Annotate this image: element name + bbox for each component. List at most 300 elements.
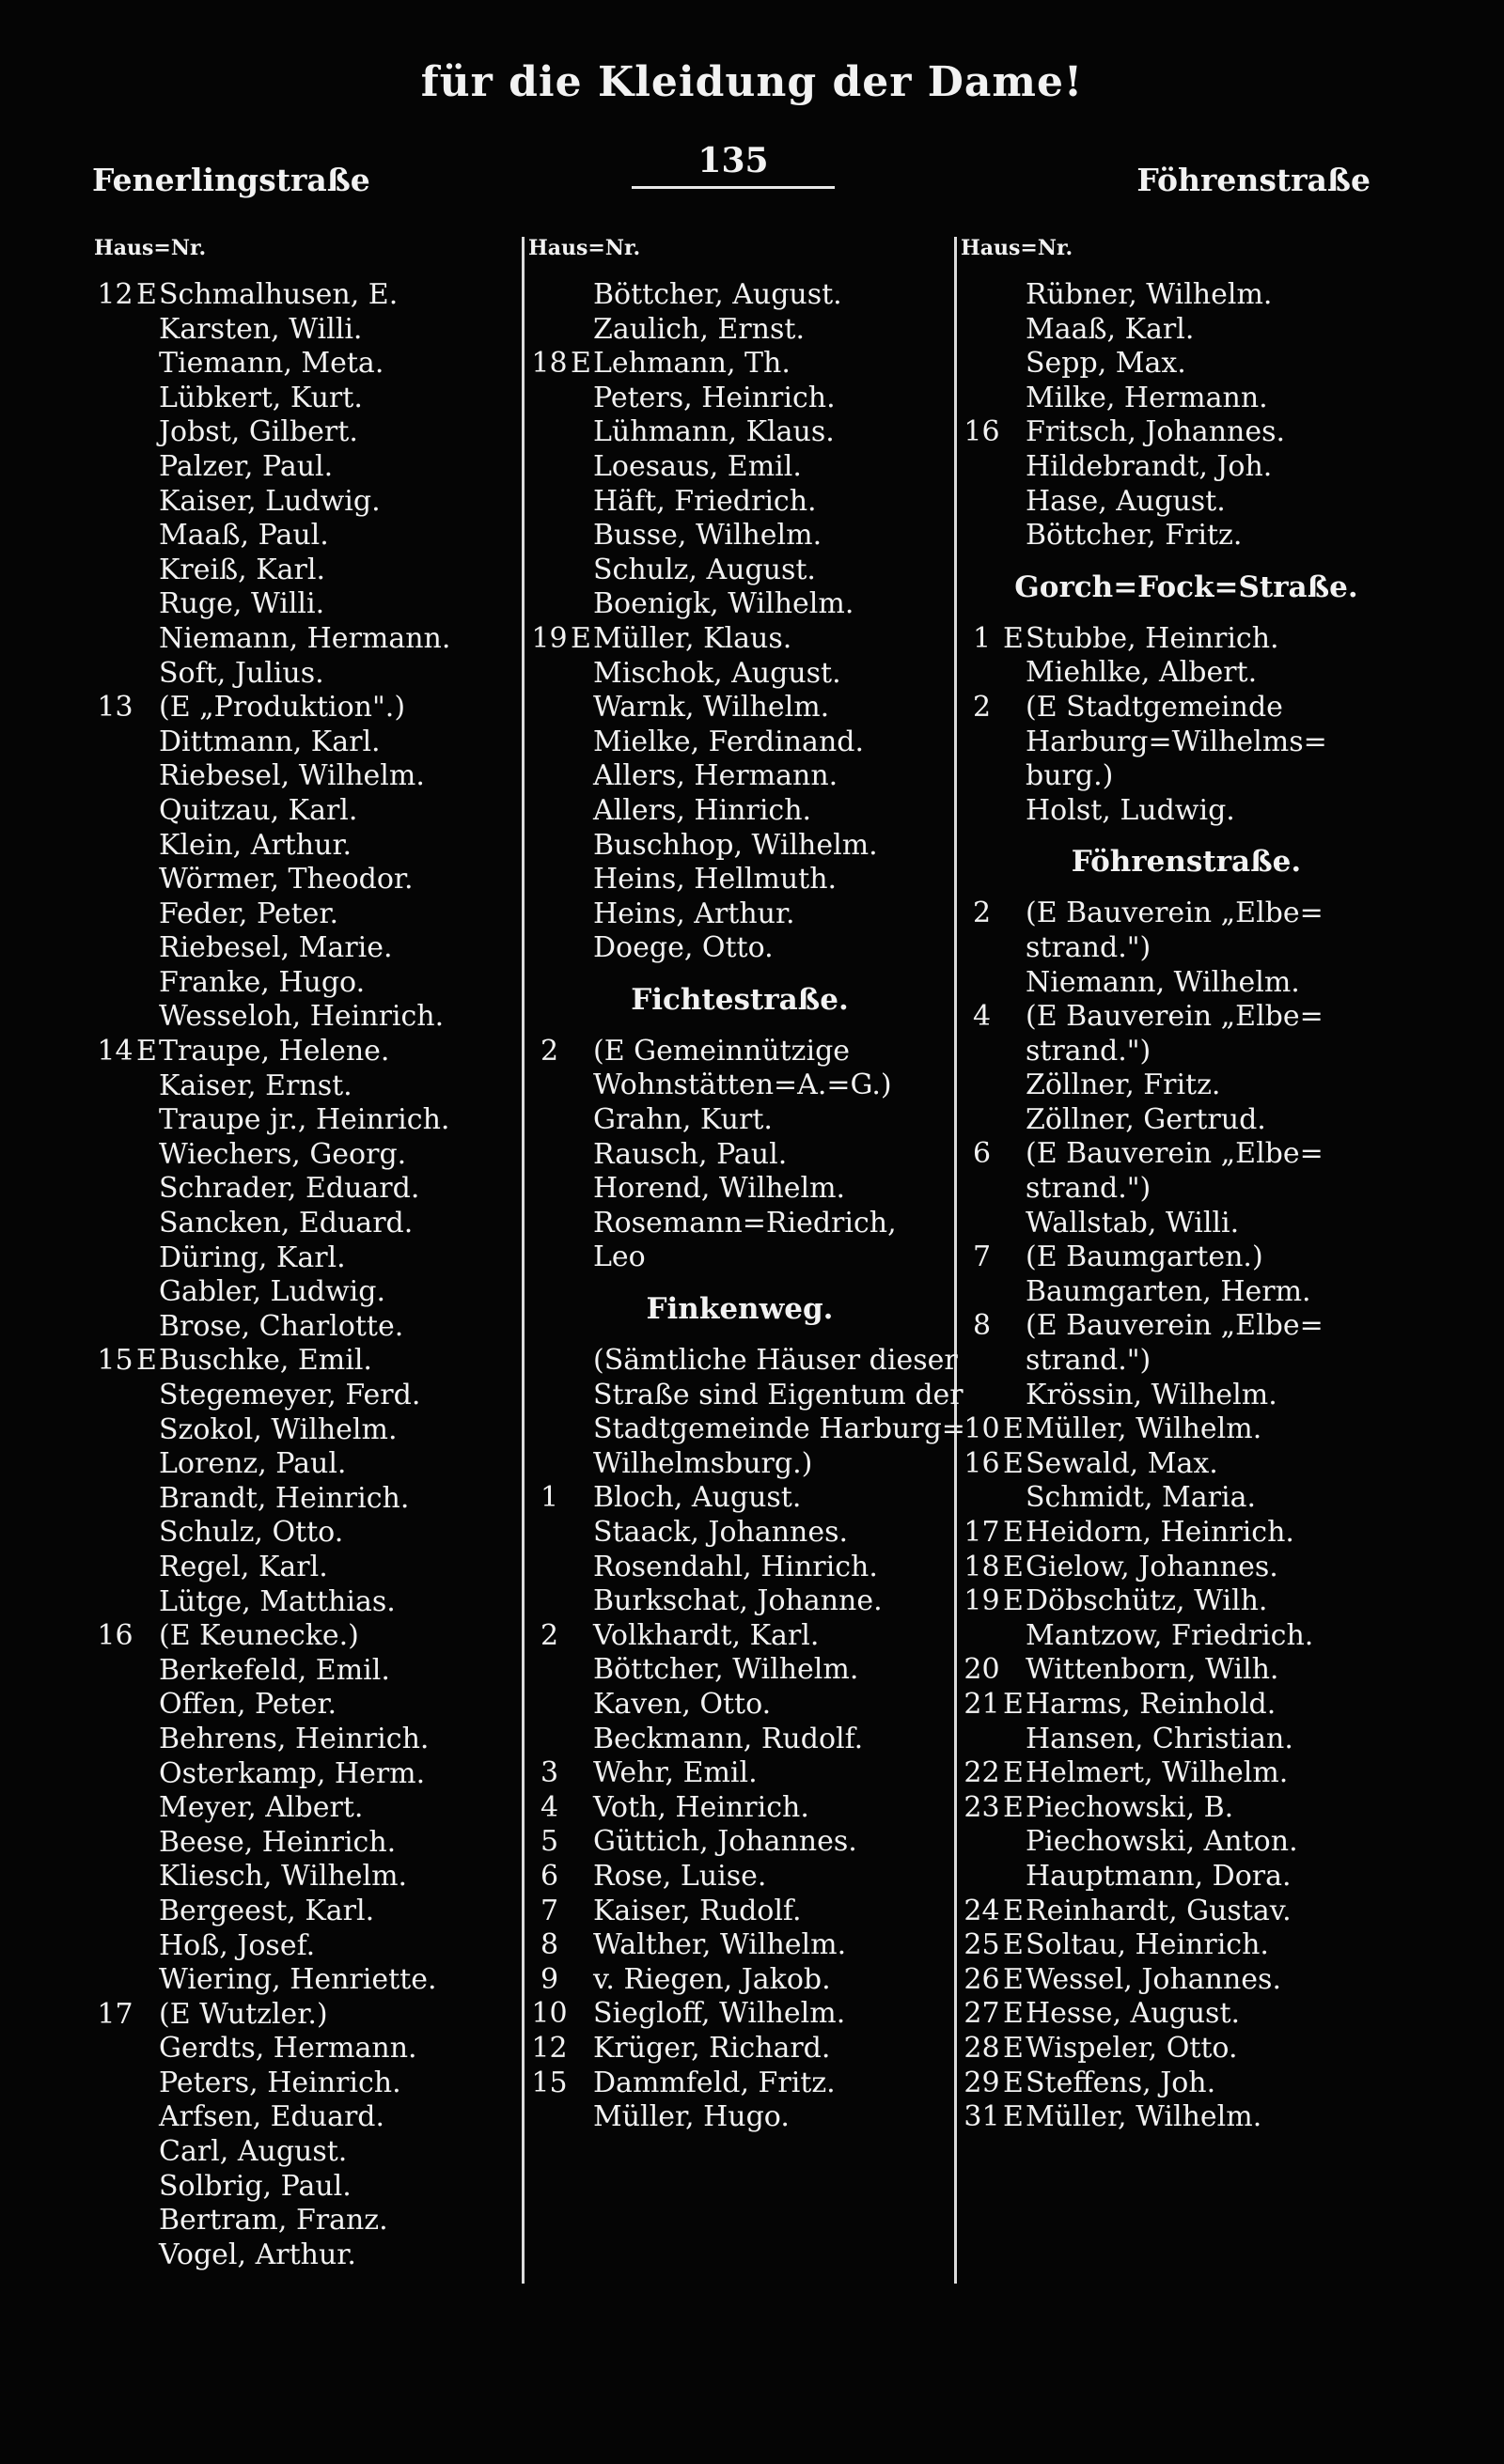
resident-name: Loesaus, Emil.	[593, 449, 802, 483]
house-number	[94, 2204, 136, 2238]
resident-name: Kliesch, Wilhelm.	[159, 1860, 408, 1894]
resident-name: Peters, Heinrich.	[593, 381, 836, 414]
house-number	[94, 1723, 136, 1757]
resident-name: Buschke, Emil.	[159, 1344, 372, 1378]
directory-entry	[94, 415, 517, 450]
resident-name: Hoß, Josef.	[159, 1928, 316, 1962]
owner-marker	[571, 382, 593, 416]
directory-entry	[528, 1619, 951, 1654]
resident-name: Osterkamp, Herm.	[159, 1756, 426, 1790]
resident-name: Sewald, Max.	[1026, 1446, 1218, 1480]
resident-name: (E Bauverein „Elbe=	[1026, 897, 1324, 930]
owner-marker	[136, 2170, 159, 2205]
owner-marker	[136, 1172, 159, 1207]
directory-entry	[961, 622, 1412, 657]
owner-marker	[1003, 1172, 1026, 1207]
resident-name: Gerdts, Hermann.	[159, 2032, 417, 2066]
resident-name: Schulz, August.	[593, 553, 816, 586]
owner-marker	[1003, 1240, 1026, 1275]
owner-marker	[136, 347, 159, 382]
directory-entry	[961, 794, 1412, 829]
resident-name: Piechowski, Anton.	[1026, 1825, 1298, 1859]
resident-name: Gabler, Ludwig.	[159, 1275, 385, 1309]
directory-entry	[961, 1825, 1412, 1860]
owner-marker	[136, 2066, 159, 2101]
resident-name: Wörmer, Theodor.	[159, 863, 414, 897]
directory-entry	[528, 554, 951, 588]
owner-marker	[571, 1825, 593, 1860]
owner-marker	[136, 1103, 159, 1138]
directory-entry	[528, 1997, 951, 2032]
directory-entry	[94, 382, 517, 416]
resident-name: Fritsch, Johannes.	[1026, 415, 1286, 449]
resident-name: Soft, Julius.	[159, 656, 324, 690]
directory-entry	[961, 1963, 1412, 1998]
resident-name: Bergeest, Karl.	[159, 1894, 375, 1927]
house-number	[528, 657, 571, 692]
resident-name: Sancken, Eduard.	[159, 1207, 414, 1240]
directory-entry	[961, 966, 1412, 1001]
house-number	[961, 1103, 1003, 1138]
resident-name: Reinhardt, Gustav.	[1026, 1894, 1292, 1927]
owner-marker	[1003, 1275, 1026, 1310]
directory-entry	[961, 1344, 1412, 1379]
resident-name: Schmalhusen, E.	[159, 278, 399, 311]
directory-entry	[528, 794, 951, 829]
resident-name: Straße sind Eigentum der	[593, 1378, 964, 1411]
resident-name: Kaiser, Ludwig.	[159, 484, 381, 518]
owner-marker	[1003, 415, 1026, 450]
resident-name: Karsten, Willi.	[159, 312, 363, 346]
resident-name: Wispeler, Otto.	[1026, 2031, 1238, 2065]
directory-entry	[528, 1103, 951, 1138]
house-number: 10	[531, 1997, 568, 2031]
resident-name: Boenigk, Wilhelm.	[593, 587, 854, 621]
resident-name: Piechowski, B.	[1026, 1790, 1234, 1824]
directory-entry	[961, 1275, 1412, 1310]
directory-entry	[961, 656, 1412, 691]
directory-entry	[961, 1068, 1412, 1103]
house-number: 8	[972, 1309, 992, 1343]
owner-marker	[571, 1379, 593, 1413]
owner-marker	[1003, 382, 1026, 416]
resident-name: Leo	[593, 1240, 646, 1274]
resident-name: Regel, Karl.	[159, 1550, 328, 1583]
owner-marker	[136, 313, 159, 348]
owner-marker	[571, 1688, 593, 1723]
resident-name: Baumgarten, Herm.	[1026, 1274, 1311, 1308]
house-number	[528, 725, 571, 760]
house-number	[528, 1447, 571, 1482]
house-number: 18	[964, 1550, 1000, 1583]
owner-marker	[136, 829, 159, 864]
house-number	[94, 415, 136, 450]
resident-name: Rübner, Wilhelm.	[1026, 278, 1273, 311]
resident-name: Allers, Hermann.	[593, 759, 838, 793]
directory-entry	[961, 759, 1412, 794]
directory-entry	[94, 657, 517, 692]
house-number	[94, 485, 136, 520]
owner-marker	[571, 2032, 593, 2066]
house-number	[961, 966, 1003, 1001]
directory-entry	[94, 1757, 517, 1792]
directory-entry	[528, 1653, 951, 1688]
house-number	[94, 1585, 136, 1620]
owner-marker	[136, 415, 159, 450]
directory-entry	[528, 691, 951, 725]
directory-entry	[528, 382, 951, 416]
directory-entry	[961, 1688, 1412, 1723]
house-number	[94, 657, 136, 692]
resident-name: Heins, Hellmuth.	[593, 863, 838, 897]
owner-marker	[136, 657, 159, 692]
house-number	[528, 2100, 571, 2135]
directory-entry	[528, 2066, 951, 2101]
directory-entry	[528, 1172, 951, 1207]
directory-entry	[528, 725, 951, 760]
resident-name: Steffens, Joh.	[1026, 2066, 1216, 2099]
resident-name: Burkschat, Johanne.	[593, 1584, 883, 1618]
owner-marker	[1003, 794, 1026, 829]
house-number: 5	[540, 1825, 559, 1859]
house-number: 26	[964, 1962, 1000, 1996]
house-number: 2	[540, 1618, 559, 1652]
house-number	[961, 1379, 1003, 1413]
owner-marker	[1003, 1137, 1026, 1172]
house-number	[961, 1860, 1003, 1895]
house-number	[528, 485, 571, 520]
resident-name: Mantzow, Friedrich.	[1026, 1618, 1314, 1652]
house-number: 16	[97, 1619, 133, 1653]
directory-entry	[94, 1172, 517, 1207]
directory-entry	[528, 587, 951, 622]
owner-marker	[571, 1653, 593, 1688]
owner-marker: E	[1003, 2031, 1024, 2065]
column-divider	[954, 237, 957, 2284]
directory-entry	[94, 1860, 517, 1895]
directory-entry	[94, 1791, 517, 1826]
owner-marker	[136, 931, 159, 966]
directory-entry	[961, 725, 1412, 760]
directory-entry	[961, 1379, 1412, 1413]
owner-marker	[136, 1069, 159, 1104]
street-heading: Gorch=Fock=Straße.	[1014, 569, 1358, 604]
owner-marker	[571, 1207, 593, 1241]
directory-entry	[94, 1138, 517, 1173]
owner-marker	[1003, 1619, 1026, 1654]
owner-marker	[136, 1998, 159, 2033]
directory-entry	[528, 1723, 951, 1757]
owner-marker	[136, 725, 159, 760]
directory-entry	[94, 691, 517, 725]
directory-entry	[528, 1551, 951, 1585]
resident-name: Döbschütz, Wilh.	[1026, 1584, 1268, 1618]
directory-column-2	[528, 236, 965, 2135]
owner-marker	[1003, 450, 1026, 485]
resident-name: Carl, August.	[159, 2135, 348, 2169]
directory-entry	[961, 1756, 1412, 1791]
resident-name: Meyer, Albert.	[159, 1791, 364, 1825]
directory-entry	[94, 1895, 517, 1929]
owner-marker	[136, 1791, 159, 1826]
house-number	[528, 382, 571, 416]
directory-entry	[94, 2066, 517, 2101]
directory-entry	[961, 1516, 1412, 1551]
directory-entry	[94, 1998, 517, 2033]
directory-entry	[528, 1344, 958, 1379]
owner-marker	[1003, 1309, 1026, 1344]
running-head-right: Föhrenstraße	[1136, 162, 1371, 198]
owner-marker	[136, 1929, 159, 1964]
owner-marker	[571, 1447, 593, 1482]
house-number	[94, 1413, 136, 1448]
resident-name: Wilhelmsburg.)	[593, 1446, 813, 1480]
owner-marker	[571, 897, 593, 932]
directory-entry	[94, 725, 517, 760]
owner-marker	[136, 1688, 159, 1723]
owner-marker	[1003, 966, 1026, 1001]
owner-marker	[136, 1654, 159, 1689]
house-number: 20	[964, 1653, 1000, 1687]
directory-entry	[94, 1035, 517, 1069]
resident-name: Heidorn, Heinrich.	[1026, 1516, 1294, 1549]
owner-marker	[136, 794, 159, 829]
directory-entry	[961, 485, 1412, 520]
resident-name: Mischok, August.	[593, 656, 841, 690]
resident-name: Warnk, Wilhelm.	[593, 691, 830, 725]
house-number	[528, 1379, 571, 1413]
owner-marker	[136, 485, 159, 520]
owner-marker	[136, 691, 159, 725]
owner-marker	[571, 1619, 593, 1654]
owner-marker	[136, 450, 159, 485]
house-number	[94, 1138, 136, 1173]
directory-entry	[961, 1447, 1412, 1482]
directory-entry	[961, 1997, 1412, 2032]
owner-marker	[1003, 1860, 1026, 1895]
resident-name: Stegemeyer, Ferd.	[159, 1379, 421, 1411]
resident-name: Solbrig, Paul.	[159, 2169, 352, 2203]
owner-marker	[136, 759, 159, 794]
owner-marker	[1003, 1344, 1026, 1379]
owner-marker	[571, 794, 593, 829]
resident-name: Müller, Wilhelm.	[1026, 1412, 1262, 1446]
owner-marker	[571, 2100, 593, 2135]
house-number: 28	[964, 2031, 1000, 2065]
house-number	[94, 1551, 136, 1585]
resident-name: Kreiß, Karl.	[159, 553, 325, 586]
directory-entry	[961, 278, 1412, 313]
house-number: 1	[540, 1481, 559, 1515]
house-number	[961, 450, 1003, 485]
directory-entry	[961, 1895, 1412, 1929]
owner-marker	[571, 278, 593, 313]
directory-entry	[961, 347, 1412, 382]
page-banner: für die Kleidung der Dame!	[420, 58, 1084, 106]
owner-marker	[136, 1860, 159, 1895]
owner-marker	[571, 1103, 593, 1138]
house-number	[94, 587, 136, 622]
resident-name: Doege, Otto.	[593, 931, 774, 965]
directory-entry	[528, 1481, 951, 1516]
owner-marker	[1003, 656, 1026, 691]
directory-entry	[94, 1723, 517, 1757]
directory-entry	[961, 1240, 1412, 1275]
directory-entry	[94, 554, 517, 588]
street-heading: Finkenweg.	[646, 1292, 834, 1327]
owner-marker	[136, 1241, 159, 1276]
resident-name: Maaß, Karl.	[1026, 312, 1195, 346]
resident-name: Niemann, Wilhelm.	[1026, 965, 1300, 999]
resident-name: Wittenborn, Wilh.	[1026, 1653, 1279, 1687]
house-number: 8	[540, 1928, 559, 1962]
owner-marker	[1003, 897, 1026, 931]
resident-name: Staack, Johannes.	[593, 1516, 849, 1549]
resident-name: Kaven, Otto.	[593, 1687, 772, 1721]
house-number	[94, 1963, 136, 1998]
owner-marker	[136, 1757, 159, 1792]
resident-name: Wesseloh, Heinrich.	[159, 1000, 445, 1034]
house-number	[961, 1172, 1003, 1207]
resident-name: Szokol, Wilhelm.	[159, 1412, 398, 1446]
house-number	[94, 313, 136, 348]
resident-name: Brose, Charlotte.	[159, 1309, 404, 1343]
directory-entry	[528, 519, 951, 554]
owner-marker: E	[1003, 621, 1024, 655]
resident-name: Rosendahl, Hinrich.	[593, 1550, 878, 1583]
directory-entry	[94, 313, 517, 348]
resident-name: Heins, Arthur.	[593, 897, 795, 930]
house-number: 21	[964, 1687, 1000, 1721]
owner-marker: E	[1003, 1894, 1024, 1927]
resident-name: Müller, Hugo.	[593, 2100, 790, 2134]
resident-name: Schulz, Otto.	[159, 1516, 344, 1550]
directory-entry	[94, 1069, 517, 1104]
owner-marker: E	[1003, 1412, 1024, 1446]
directory-entry	[94, 1103, 517, 1138]
resident-name: (E „Produktion".)	[159, 691, 406, 725]
owner-marker	[136, 1482, 159, 1517]
house-number	[528, 1412, 571, 1447]
directory-entry	[94, 759, 517, 794]
resident-name: Güttich, Johannes.	[593, 1825, 857, 1859]
directory-column-3	[961, 237, 1412, 2135]
owner-marker	[136, 382, 159, 416]
resident-name: Hildebrandt, Joh.	[1026, 449, 1273, 483]
house-number	[94, 1207, 136, 1241]
directory-entry	[94, 1275, 517, 1310]
owner-marker	[571, 1791, 593, 1826]
directory-entry	[961, 1791, 1412, 1826]
resident-name: Wiechers, Georg.	[159, 1137, 407, 1171]
directory-entry	[528, 1378, 964, 1413]
resident-name: Soltau, Heinrich.	[1026, 1928, 1269, 1962]
house-number: 9	[540, 1962, 559, 1996]
owner-marker	[136, 1963, 159, 1998]
owner-marker	[1003, 278, 1026, 313]
house-number	[528, 829, 571, 864]
house-number	[94, 1929, 136, 1964]
house-number	[528, 794, 571, 829]
resident-name: Sepp, Max.	[1026, 347, 1186, 381]
owner-marker	[136, 1895, 159, 1929]
directory-entry	[94, 1482, 517, 1517]
house-number	[94, 622, 136, 657]
owner-marker: E	[571, 347, 591, 381]
owner-marker	[571, 1035, 593, 1069]
directory-entry	[94, 1929, 517, 1964]
directory-entry	[94, 2204, 517, 2238]
directory-entry	[94, 829, 517, 864]
directory-entry	[961, 1619, 1412, 1654]
owner-marker	[1003, 485, 1026, 520]
owner-marker: E	[136, 278, 157, 311]
house-number	[94, 1379, 136, 1413]
resident-name: Zöllner, Gertrud.	[1026, 1102, 1266, 1136]
resident-name: Horend, Wilhelm.	[593, 1172, 846, 1206]
directory-entry	[961, 897, 1412, 931]
resident-name: Krössin, Wilhelm.	[1026, 1378, 1277, 1411]
house-number	[94, 450, 136, 485]
owner-marker	[136, 519, 159, 554]
resident-name: Düring, Karl.	[159, 1240, 346, 1274]
owner-marker	[571, 1997, 593, 2032]
house-number	[94, 2135, 136, 2170]
owner-marker	[136, 1000, 159, 1035]
resident-name: (E Wutzler.)	[159, 1997, 328, 2031]
resident-name: Stubbe, Heinrich.	[1026, 621, 1279, 655]
house-number	[94, 931, 136, 966]
directory-entry	[961, 1103, 1412, 1138]
directory-entry	[528, 657, 951, 692]
directory-entry	[961, 1723, 1412, 1757]
house-number: 2	[540, 1034, 559, 1068]
house-number: 15	[97, 1344, 133, 1378]
column-heading: Haus=Nr.	[961, 236, 1073, 260]
house-number	[961, 656, 1003, 691]
resident-name: Voth, Heinrich.	[593, 1790, 809, 1824]
resident-name: Traupe jr., Heinrich.	[159, 1103, 450, 1137]
owner-marker	[136, 622, 159, 657]
directory-entry	[94, 897, 517, 932]
owner-marker	[136, 1207, 159, 1241]
resident-name: Wiering, Henriette.	[159, 1963, 437, 1997]
directory-entry	[94, 587, 517, 622]
owner-marker	[1003, 1000, 1026, 1035]
owner-marker: E	[1003, 1928, 1024, 1962]
house-number	[528, 415, 571, 450]
house-number	[961, 1619, 1003, 1654]
owner-marker	[136, 1826, 159, 1861]
owner-marker	[571, 931, 593, 966]
house-number	[94, 1688, 136, 1723]
resident-name: strand.")	[1026, 1034, 1152, 1068]
directory-entry	[528, 1516, 951, 1551]
house-number: 18	[531, 347, 568, 381]
house-number: 17	[97, 1997, 133, 2031]
resident-name: Krüger, Richard.	[593, 2031, 831, 2065]
resident-name: Schmidt, Maria.	[1026, 1481, 1257, 1515]
resident-name: Kaiser, Ernst.	[159, 1068, 352, 1102]
owner-marker	[1003, 1653, 1026, 1688]
house-number	[94, 863, 136, 897]
directory-entry	[961, 382, 1412, 416]
directory-entry	[94, 1447, 517, 1482]
owner-marker	[1003, 1207, 1026, 1241]
directory-entry	[961, 1481, 1412, 1516]
owner-marker: E	[1003, 1550, 1024, 1583]
resident-name: Tiemann, Meta.	[159, 347, 384, 381]
